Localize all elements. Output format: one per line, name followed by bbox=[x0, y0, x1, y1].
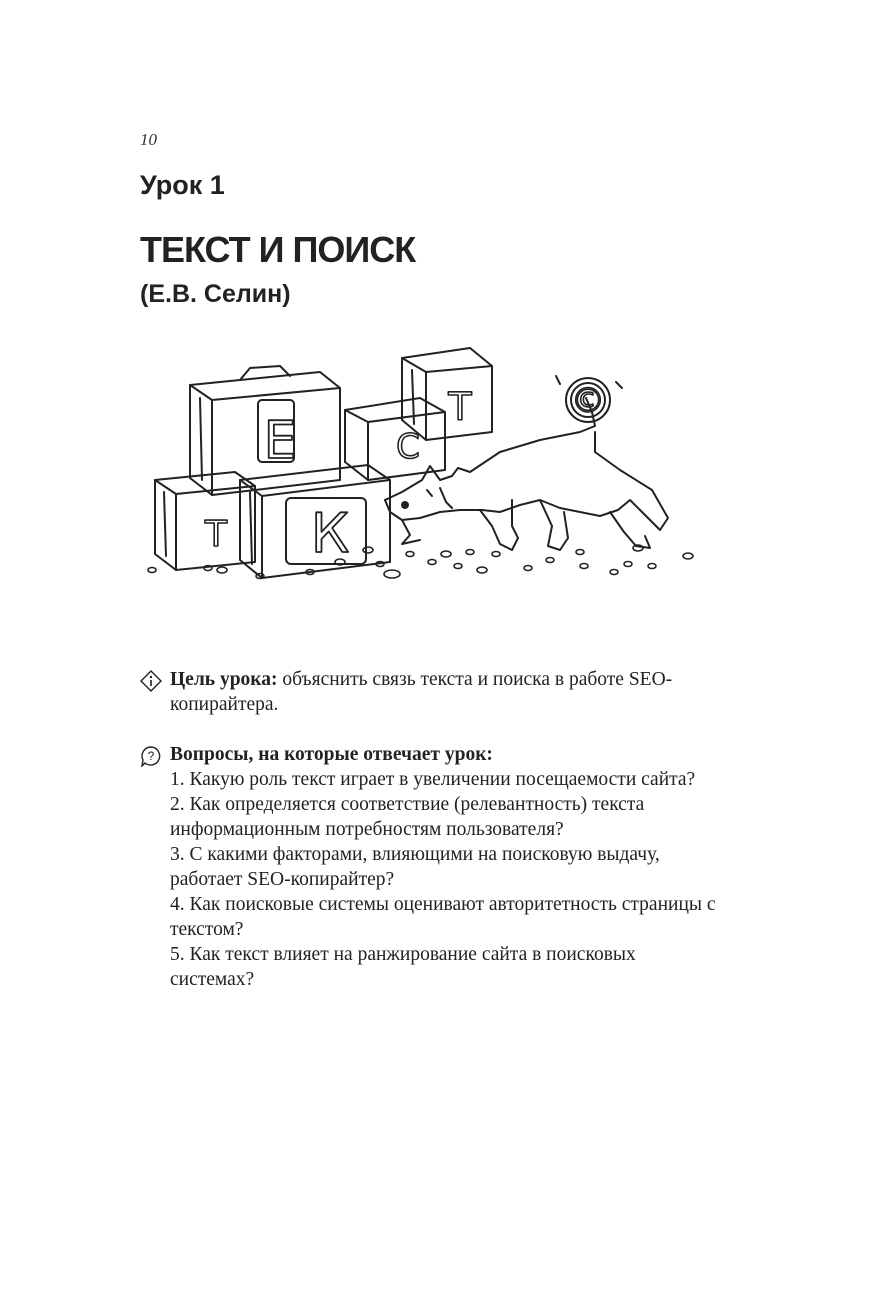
svg-text:?: ? bbox=[147, 749, 155, 763]
letter-block-e bbox=[190, 366, 340, 495]
block-letter: Е bbox=[263, 411, 297, 471]
lesson-author: (Е.В. Селин) bbox=[140, 280, 291, 308]
lesson-goal bbox=[140, 667, 720, 717]
question-item: 4. Как поисковые системы оценивают авторитетность страницы с текстом? bbox=[170, 894, 716, 940]
lesson-title: ТЕКСТ И ПОИСК bbox=[140, 229, 416, 270]
questions-label: Вопросы, на которые отвечает урок: bbox=[170, 744, 493, 765]
question-item: 2. Как определяется соответствие (релевантность) текста информационным потребностям пользователя? bbox=[170, 794, 645, 840]
goal-label: Цель урока: bbox=[170, 669, 278, 690]
info-diamond-icon bbox=[140, 670, 162, 692]
question-bubble-icon bbox=[140, 745, 162, 767]
lesson-label: Урок 1 bbox=[140, 170, 225, 200]
block-letter: Т bbox=[448, 385, 472, 429]
question-item: 5. Как текст влияет на ранжирование сайта в поисковых системах? bbox=[170, 944, 636, 990]
copyright-symbol: © bbox=[571, 381, 605, 421]
question-item: 1. Какую роль текст играет в увеличении посещаемости сайта? bbox=[170, 769, 696, 790]
question-item: 3. С какими факторами, влияющими на поисковую выдачу, работает SEO-копирайтер? bbox=[170, 844, 660, 890]
block-letter: К bbox=[310, 502, 350, 565]
ground-pebbles bbox=[148, 545, 693, 579]
goal-text: объяснить связь текста и поиска в работе SEO-копирайтера. bbox=[170, 669, 673, 715]
dog-and-letter-blocks-illustration bbox=[140, 340, 710, 590]
page-number: 10 bbox=[140, 130, 157, 149]
block-letter: С bbox=[396, 427, 420, 467]
block-letter: Т bbox=[205, 514, 227, 555]
lesson-questions bbox=[140, 742, 720, 992]
